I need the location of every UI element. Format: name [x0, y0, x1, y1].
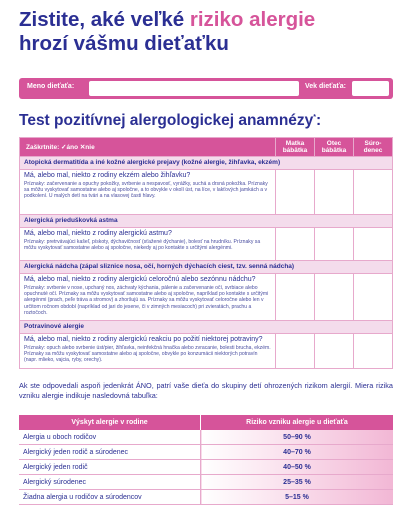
question-text: Má, alebo mal, niekto z rodiny alergickú astmu?	[24, 230, 172, 237]
risk-row-label: Alergický súrodenec	[19, 475, 201, 490]
risk-row-label: Žiadna alergia u rodičov a súrodencov	[19, 490, 201, 505]
question-row	[20, 334, 393, 369]
risk-row-value: 5–15 %	[201, 490, 394, 505]
checkbox-sibling[interactable]	[354, 170, 393, 215]
section-title: Potravinové alergie	[20, 321, 393, 334]
risk-row	[19, 460, 393, 475]
checkbox-father[interactable]	[315, 274, 354, 321]
question-examples: Príznaky: svrbenie v nose, upchaný nos, záchvaty kýchania, pálenie a začervenanie očí, svrbiace alebo opuchnuté očí. Príznaky sa môžu vyskytovať samostatne alebo aj spoločne, napríklad po kontakte s určitými alergénmi (prach, peľe tráva a stromov) a zhoršujú sa. Príznaky sa môžu vyskytovať celoročne alebo len v určitom ročnom období (napríklad od jari do jesene, či v zimných mesiacoch) pri zvieratách, prachu a roztočoch.	[24, 285, 269, 316]
title-part-2: hrozí vášmu dieťaťku	[19, 32, 229, 55]
question-cell	[20, 228, 276, 261]
checkbox-mother[interactable]	[276, 274, 315, 321]
question-cell	[20, 170, 276, 215]
risk-row	[19, 445, 393, 460]
question-examples: Príznaky: opuch alebo svrbenie úst/pier, žihľavka, neinfekčná hnačka alebo zvracanie, bolesti brucha, ekzém. Príznaky sa môžu vyskytovať samostatne alebo aj spoločne, obvykle po konzumácii niektorých potravín (napr. mlieko, vajcia, ryby, orechy).	[24, 345, 271, 364]
risk-row-label: Alergický jeden rodič a súrodenec	[19, 445, 201, 460]
risk-row	[19, 430, 393, 445]
heading-text: Test pozitívnej alergologickej anamnézy	[19, 112, 314, 129]
child-age-field[interactable]	[352, 81, 389, 96]
heading-colon: :	[316, 112, 322, 129]
page-title	[19, 8, 399, 56]
result-paragraph: Ak ste odpovedali aspoň jedenkrát ÁNO, patrí vaše dieťa do skupiny detí ohrozených rizikom alergií. Miera rizika vzniku alergie indikuje nasledovná tabuľka:	[19, 381, 393, 400]
heading-footnote-mark: *	[313, 113, 317, 121]
risk-row	[19, 475, 393, 490]
checkbox-mother[interactable]	[276, 334, 315, 369]
col-father: Otec bábätka	[315, 138, 354, 157]
checkbox-sibling[interactable]	[354, 334, 393, 369]
risk-row-value: 50–90 %	[201, 430, 394, 445]
section-row	[20, 321, 393, 334]
child-age-label: Vek dieťaťa:	[305, 83, 346, 90]
check-instructions: Zaškrtnite: ✓áno ✕nie	[20, 138, 276, 157]
col-mother: Matka bábätka	[276, 138, 315, 157]
anamnesis-table	[19, 137, 393, 369]
risk-row-value: 40–70 %	[201, 445, 394, 460]
question-row	[20, 274, 393, 321]
risk-row	[19, 490, 393, 505]
question-text: Má, alebo mal, niekto z rodiny alergickú reakciu po požití niektorej potraviny?	[24, 336, 263, 343]
risk-col-child: Riziko vzniku alergie u dieťaťa	[201, 415, 394, 430]
risk-row-label: Alergický jeden rodič	[19, 460, 201, 475]
section-row	[20, 261, 393, 274]
question-cell	[20, 274, 276, 321]
risk-table	[19, 415, 393, 505]
question-examples: Príznaky: pretrvávajúci kašeľ, pískoty, dýchavičnosť (sťažené dýchanie), bolesť na hrudníku. Príznaky sa môžu vyskytovať samostatne alebo aj spoločne, niekedy aj po kontakte s určitými alergénmi.	[24, 239, 261, 252]
child-name-field[interactable]	[89, 81, 299, 96]
question-cell	[20, 334, 276, 369]
section-heading	[19, 112, 321, 130]
child-info-bar	[19, 78, 393, 99]
checkbox-father[interactable]	[315, 334, 354, 369]
section-title: Atopická dermatitída a iné kožné alergické prejavy (kožné alergie, žihľavka, ekzém)	[20, 157, 393, 170]
risk-row-value: 40–50 %	[201, 460, 394, 475]
checkbox-mother[interactable]	[276, 228, 315, 261]
question-row	[20, 170, 393, 215]
checkbox-father[interactable]	[315, 170, 354, 215]
checkbox-sibling[interactable]	[354, 228, 393, 261]
question-row	[20, 228, 393, 261]
section-row	[20, 215, 393, 228]
section-title: Alergická prieduškovká astma	[20, 215, 393, 228]
checkbox-father[interactable]	[315, 228, 354, 261]
risk-header-row	[19, 415, 393, 430]
title-part-1: Zistite, aké veľké	[19, 8, 190, 31]
question-text: Má, alebo mal, niekto z rodiny ekzém alebo žihľavku?	[24, 172, 191, 179]
question-examples: Príznaky: začervenanie a opuchy pokožky, svrbenie a nespavosť, vyrážky, suchá a drsná pokožka. Príznaky sa môžu vyskytovať samostatne alebo aj spoločne, a to obvykle v okolí úst, na líce, v lakťových jamkách a v podkolení. U malých detí na tvári a na vlasovej časti hlavy.	[24, 181, 268, 200]
risk-row-value: 25–35 %	[201, 475, 394, 490]
checkbox-sibling[interactable]	[354, 274, 393, 321]
title-highlight: riziko alergie	[189, 8, 316, 31]
child-name-label: Meno dieťaťa:	[27, 83, 75, 90]
risk-row-label: Alergia u oboch rodičov	[19, 430, 201, 445]
col-sibling: Súro-denec	[354, 138, 393, 157]
section-row	[20, 157, 393, 170]
question-text: Má, alebo mal, niekto z rodiny alergickú celoročnú alebo sezónnu nádchu?	[24, 276, 256, 283]
section-title: Alergická nádcha (zápal sliznice nosa, očí, horných dýchacích ciest, tzv. senná nádcha)	[20, 261, 393, 274]
checkbox-mother[interactable]	[276, 170, 315, 215]
risk-col-family: Výskyt alergie v rodine	[19, 415, 201, 430]
table-header-row	[20, 138, 393, 157]
